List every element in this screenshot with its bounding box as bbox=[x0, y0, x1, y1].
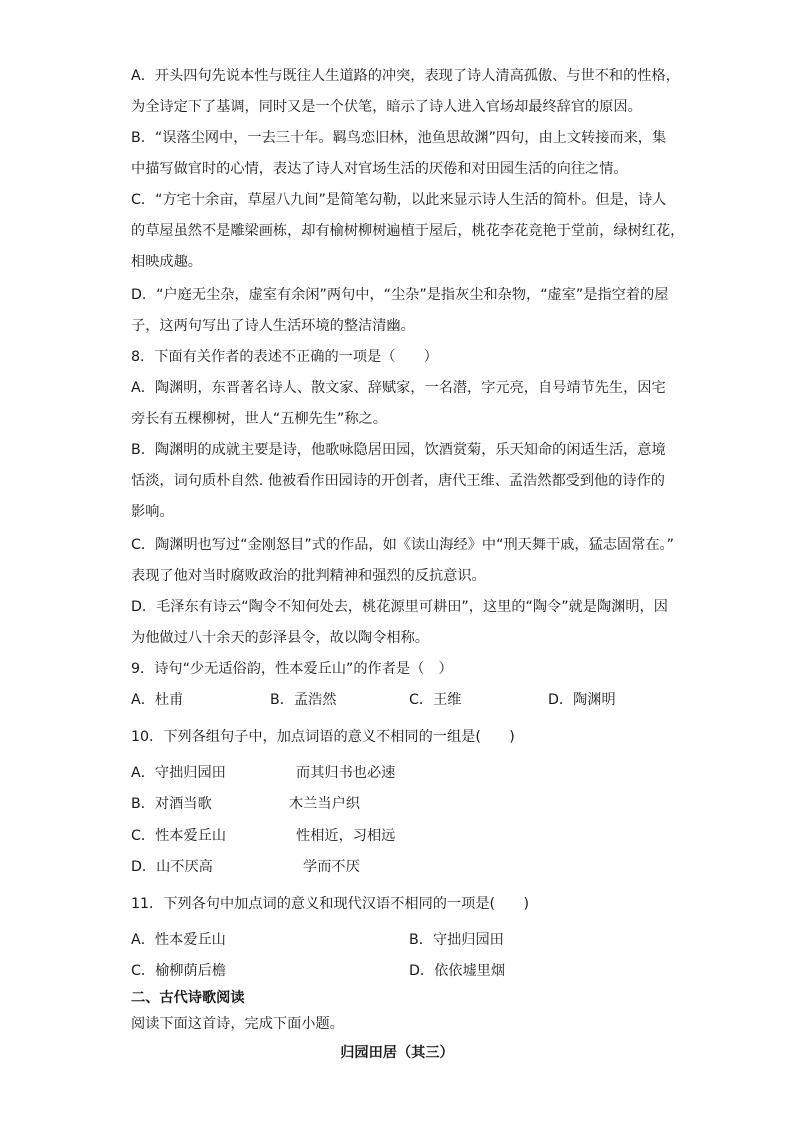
q8-option-c-line2: 表现了他对当时腐败政治的批判精神和强烈的反抗意识。 bbox=[131, 568, 486, 584]
q10-row-b-right: 木兰当户织 bbox=[289, 796, 360, 812]
q9-stem: 9．诗句“少无适俗韵，性本爱丘山”的作者是（ ） bbox=[131, 661, 453, 677]
q7-option-b-line1: B．“误落尘网中，一去三十年。羁鸟恋旧林，池鱼思故渊”四句，由上文转接而来，集 bbox=[131, 130, 667, 146]
q10-stem: 10．下列各组句子中，加点词语的意义不相同的一组是( ) bbox=[131, 729, 515, 745]
q7-option-b-line2: 中描写做官时的心情，表达了诗人对官场生活的厌倦和对田园生活的向往之情。 bbox=[131, 161, 628, 177]
q9-option-a: A．杜甫 bbox=[131, 692, 184, 708]
q8-option-a-line2: 旁长有五棵柳树，世人“五柳先生”称之。 bbox=[131, 411, 387, 427]
q9-option-b: B．孟浩然 bbox=[270, 692, 337, 708]
section-instruction: 阅读下面这首诗，完成下面小题。 bbox=[131, 1016, 344, 1032]
q10-row-d-right: 学而不厌 bbox=[303, 859, 360, 875]
q8-option-d-line2: 为他做过八十余天的彭泽县令，故以陶令相称。 bbox=[131, 630, 429, 646]
q8-option-d-line1: D．毛泽东有诗云“陶令不知何处去，桃花源里可耕田”，这里的“陶令”就是陶渊明，因 bbox=[131, 599, 668, 615]
q8-option-b-line1: B．陶渊明的成就主要是诗，他歌咏隐居田园，饮酒赏菊，乐天知命的闲适生活，意境 bbox=[131, 442, 666, 458]
q7-option-d-line2: 子，这两句写出了诗人生活环境的整洁清幽。 bbox=[131, 318, 415, 334]
q11-option-d: D．依依墟里烟 bbox=[409, 963, 506, 979]
q9-option-c: C．王维 bbox=[409, 692, 462, 708]
q10-row-a-left: A．守拙归园田 bbox=[131, 765, 226, 781]
q8-option-c-line1: C．陶渊明也写过“金刚怒目”式的作品，如《读山海经》中“刑天舞干戚，猛志固常在。” bbox=[131, 537, 674, 553]
q7-option-c-line2: 的草屋虽然不是雕梁画栋，却有榆树柳树遍植于屋后，桃花李花竞艳于堂前，绿树红花， bbox=[131, 223, 685, 239]
q9-option-d: D．陶渊明 bbox=[548, 692, 616, 708]
q10-row-a-right: 而其归书也必速 bbox=[296, 765, 396, 781]
poem-title: 归园田居（其三） bbox=[340, 1045, 454, 1061]
q11-option-c: C．榆柳荫后檐 bbox=[131, 963, 227, 979]
q7-option-a-line1: A．开头四句先说本性与既往人生道路的冲突，表现了诗人清高孤傲、与世不和的性格， bbox=[131, 68, 680, 84]
q7-option-d-line1: D．“户庭无尘杂，虚室有余闲”两句中，“尘杂”是指灰尘和杂物，“虚室”是指空着的屋 bbox=[131, 287, 669, 303]
q11-option-a: A．性本爱丘山 bbox=[131, 932, 226, 948]
q8-stem: 8．下面有关作者的表述不正确的一项是（ ） bbox=[131, 349, 438, 365]
q8-option-a-line1: A．陶渊明，东晋著名诗人、散文家、辞赋家，一名潜，字元亮，自号靖节先生，因宅 bbox=[131, 380, 666, 396]
q10-row-c-left: C．性本爱丘山 bbox=[131, 828, 227, 844]
q11-stem: 11．下列各句中加点词的意义和现代汉语不相同的一项是( ) bbox=[131, 896, 530, 912]
q10-row-b-left: B．对酒当歌 bbox=[131, 796, 212, 812]
q10-row-d-left: D．山不厌高 bbox=[131, 859, 213, 875]
q7-option-c-line3: 相映成趣。 bbox=[131, 254, 202, 270]
section-heading: 二、古代诗歌阅读 bbox=[131, 990, 245, 1006]
q11-option-b: B．守拙归园田 bbox=[409, 932, 504, 948]
q10-row-c-right: 性相近，习相远 bbox=[296, 828, 396, 844]
q7-option-c-line1: C．“方宅十余亩，草屋八九间”是简笔勾勒，以此来显示诗人生活的简朴。但是，诗人 bbox=[131, 192, 667, 208]
q8-option-b-line2: 恬淡，词句质朴自然. 他被看作田园诗的开创者，唐代王维、孟浩然都受到他的诗作的 bbox=[131, 473, 665, 489]
q8-option-b-line3: 影响。 bbox=[131, 504, 174, 520]
q7-option-a-line2: 为全诗定下了基调，同时又是一个伏笔，暗示了诗人进入官场却最终辞官的原因。 bbox=[131, 99, 642, 115]
